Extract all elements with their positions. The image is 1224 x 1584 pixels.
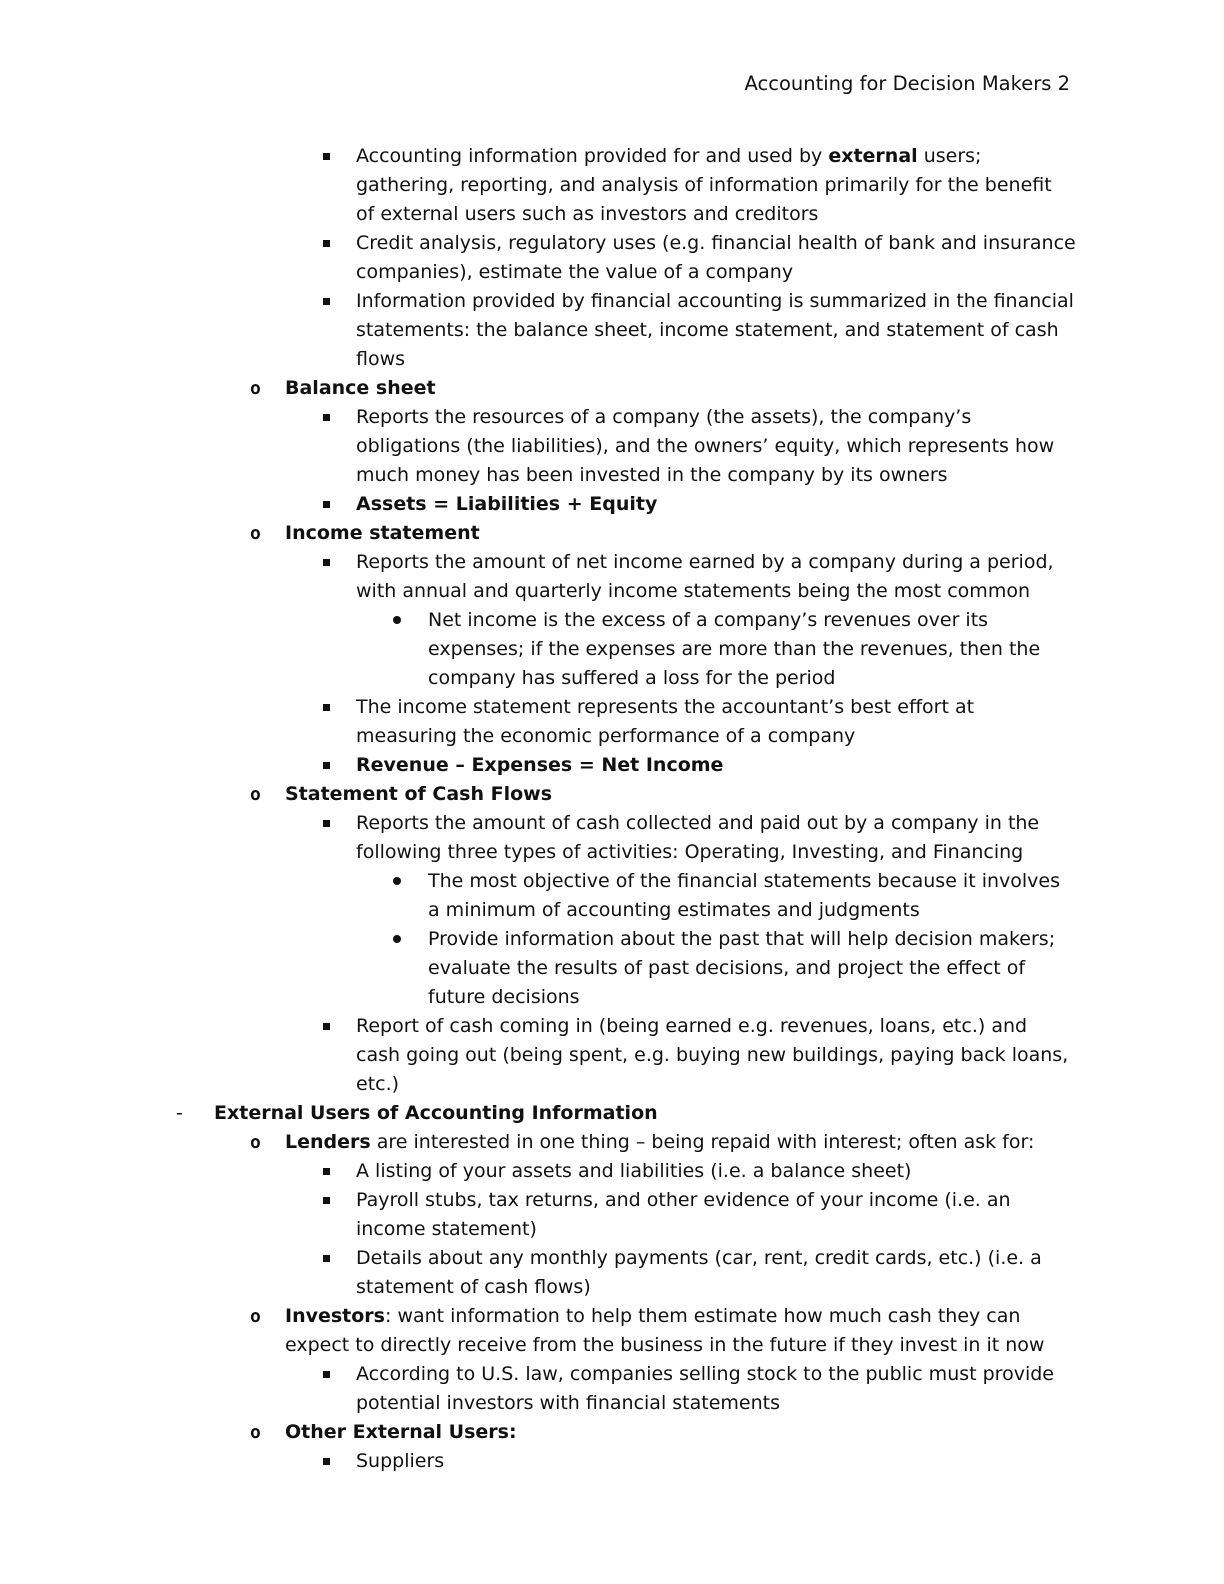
outline-item-level-2 [0, 229, 1224, 287]
running-header: Accounting for Decision Makers 2 [744, 72, 1070, 95]
text-run: Accounting information provided for and used by [356, 145, 829, 167]
outline-item-text [356, 229, 1076, 287]
square-bullet-icon [323, 414, 330, 421]
text-run: Payroll stubs, tax returns, and other evidence of your income (i.e. an income statement) [356, 1189, 1011, 1240]
bold-text-run: Investors [285, 1305, 385, 1327]
outline-item-text [356, 403, 1076, 490]
square-bullet-icon [323, 501, 330, 508]
outline-item-level-2 [0, 142, 1224, 229]
text-run: users; gathering, reporting, and analysis of information primarily for the benefit of external users such as investors and creditors [356, 145, 1052, 225]
letter-o-bullet-icon: o [250, 1306, 261, 1327]
outline-item-text [285, 374, 1075, 403]
outline-item-level-3 [0, 925, 1224, 1012]
text-run: A listing of your assets and liabilities (i.e. a balance sheet) [356, 1160, 912, 1182]
text-run: Report of cash coming in (being earned e.g. revenues, loans, etc.) and cash going out (being spent, e.g. buying new buildings, paying back loans, etc.) [356, 1015, 1069, 1095]
text-run: Reports the amount of net income earned by a company during a period, with annual and quarterly income statements being the most common [356, 551, 1054, 602]
square-bullet-icon [323, 1168, 330, 1175]
outline-item-level-2 [0, 1447, 1224, 1476]
text-run: Reports the resources of a company (the assets), the company’s obligations (the liabilities), and the owners’ equity, which represents how much money has been invested in the company by its owners [356, 406, 1055, 486]
text-run: Credit analysis, regulatory uses (e.g. financial health of bank and insurance companies), estimate the value of a company [356, 232, 1076, 283]
letter-o-bullet-icon: o [250, 784, 261, 805]
square-bullet-icon [323, 1458, 330, 1465]
outline-item-text [356, 548, 1076, 606]
text-run: Net income is the excess of a company’s revenues over its expenses; if the expenses are more than the revenues, then the company has suffered a loss for the period [428, 609, 1041, 689]
outline-item-level-3 [0, 606, 1224, 693]
outline-item-text [285, 519, 1075, 548]
outline-list [0, 142, 1224, 1476]
square-bullet-icon [323, 153, 330, 160]
outline-item-level-2 [0, 548, 1224, 606]
round-bullet-icon [393, 935, 401, 943]
letter-o-bullet-icon: o [250, 378, 261, 399]
outline-item-level-2 [0, 403, 1224, 490]
text-run: Details about any monthly payments (car, rent, credit cards, etc.) (i.e. a statement of cash flows) [356, 1247, 1042, 1298]
outline-item-level-2 [0, 751, 1224, 780]
bold-text-run: external [828, 145, 918, 167]
outline-item-text [428, 867, 1068, 925]
outline-item-level-2 [0, 1157, 1224, 1186]
outline-item-text [356, 809, 1076, 867]
text-run: Information provided by financial accounting is summarized in the financial statements: the balance sheet, income statement, and statement of cash flows [356, 290, 1074, 370]
outline-item-level-1 [0, 1302, 1224, 1360]
outline-item-level-1 [0, 519, 1224, 548]
letter-o-bullet-icon: o [250, 523, 261, 544]
square-bullet-icon [323, 559, 330, 566]
outline-item-text [356, 142, 1076, 229]
bold-text-run: Income statement [285, 522, 480, 544]
outline-item-text [428, 606, 1068, 693]
square-bullet-icon [323, 820, 330, 827]
outline-item-text [285, 1128, 1075, 1157]
bold-text-run: Revenue – Expenses = Net Income [356, 754, 724, 776]
bold-text-run: Lenders [285, 1131, 371, 1153]
outline-item-text [356, 490, 1076, 519]
letter-o-bullet-icon: o [250, 1422, 261, 1443]
outline-item-level-2 [0, 1360, 1224, 1418]
square-bullet-icon [323, 704, 330, 711]
outline-item-text [356, 1447, 1076, 1476]
outline-item-text [356, 287, 1076, 374]
bold-text-run: Assets = Liabilities + Equity [356, 493, 658, 515]
square-bullet-icon [323, 1197, 330, 1204]
outline-item-text [285, 1302, 1075, 1360]
outline-item-text [356, 1360, 1076, 1418]
outline-item-text [356, 1186, 1076, 1244]
outline-item-level-1 [0, 1128, 1224, 1157]
bold-text-run: Other External Users: [285, 1421, 517, 1443]
outline-item-level-2 [0, 490, 1224, 519]
outline-item-level-1 [0, 374, 1224, 403]
outline-item-text [428, 925, 1068, 1012]
text-run: Provide information about the past that will help decision makers; evaluate the results of past decisions, and project the effect of future decisions [428, 928, 1056, 1008]
outline-item-level-2 [0, 693, 1224, 751]
square-bullet-icon [323, 1255, 330, 1262]
bold-text-run: External Users of Accounting Information [214, 1102, 658, 1124]
outline-item-text [285, 1418, 1075, 1447]
outline-item-level-1 [0, 780, 1224, 809]
outline-item-text [356, 1157, 1076, 1186]
bold-text-run: Balance sheet [285, 377, 436, 399]
text-run: : want information to help them estimate how much cash they can expect to directly receive from the business in the future if they invest in it now [285, 1305, 1045, 1356]
outline-item-level-2 [0, 1244, 1224, 1302]
outline-item-level-2 [0, 809, 1224, 867]
text-run: are interested in one thing – being repaid with interest; often ask for: [370, 1131, 1035, 1153]
outline-item-text [356, 693, 1076, 751]
square-bullet-icon [323, 1023, 330, 1030]
square-bullet-icon [323, 240, 330, 247]
outline-item-text [356, 751, 1076, 780]
text-run: According to U.S. law, companies selling stock to the public must provide potential investors with financial statements [356, 1363, 1054, 1414]
outline-item-text [356, 1012, 1076, 1099]
outline-item-level-2 [0, 1012, 1224, 1099]
text-run: Reports the amount of cash collected and paid out by a company in the following three types of activities: Operating, Investing, and Financing [356, 812, 1040, 863]
outline-item-level-2 [0, 287, 1224, 374]
outline-item-text [285, 780, 1075, 809]
round-bullet-icon [393, 877, 401, 885]
outline-item-text [356, 1244, 1076, 1302]
square-bullet-icon [323, 762, 330, 769]
square-bullet-icon [323, 298, 330, 305]
text-run: Suppliers [356, 1450, 445, 1472]
bold-text-run: Statement of Cash Flows [285, 783, 553, 805]
outline-item-level-2 [0, 1186, 1224, 1244]
dash-bullet-icon: - [176, 1102, 183, 1124]
outline-item-text [214, 1099, 1074, 1128]
text-run: The most objective of the financial statements because it involves a minimum of accounting estimates and judgments [428, 870, 1060, 921]
text-run: The income statement represents the accountant’s best effort at measuring the economic performance of a company [356, 696, 975, 747]
round-bullet-icon [393, 616, 401, 624]
outline-item-level-3 [0, 867, 1224, 925]
square-bullet-icon [323, 1371, 330, 1378]
outline-item-level-1 [0, 1418, 1224, 1447]
letter-o-bullet-icon: o [250, 1132, 261, 1153]
outline-item-level-0 [0, 1099, 1224, 1128]
